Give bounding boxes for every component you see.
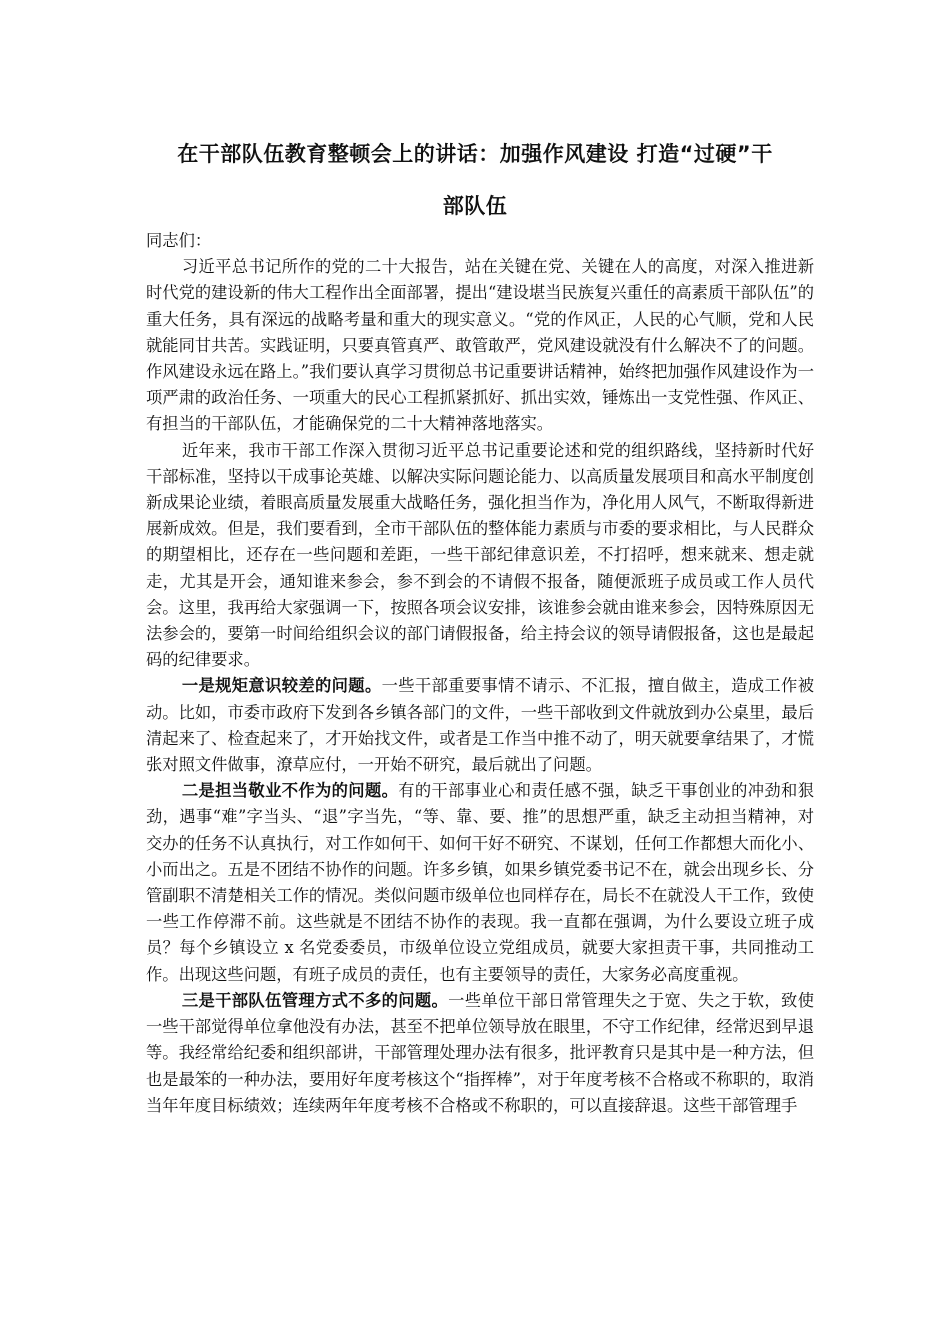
paragraph-5-text: 一些单位干部日常管理失之于宽、失之于软，致使一些干部觉得单位拿他没有办法，甚至不把单位领导放在眼里，不守工作纪律，经常迟到早退等。我经常给纪委和组织部讲，干部管理处理办法有很多，批评教育只是其中是一种方法，但也是最笨的一种办法，要用好年度考核这个“指挥棒”，对于年度考核不合格或不称职的，取消当年年度目标绩效；连续两年年度考核不合格或不称职的，可以直接辞退。这些干部管理手 <box>146 990 814 1115</box>
document-title-line-1: 在干部队伍教育整顿会上的讲话：加强作风建设 打造“过硬”干 <box>177 142 773 166</box>
paragraph-3-text: 一些干部重要事情不请示、不汇报，擅自做主，造成工作被动。比如，市委市政府下发到各乡镇各部门的文件，一些干部收到文件就放到办公桌里，最后清起来了、检查起来了，才开始找文件，或者是工作当中推不动了，明天就要拿结果了，才慌张对照文件做事，潦草应付，一开始不研究，最后就出了问题。 <box>146 676 814 775</box>
paragraph-3-heading: 一是规矩意识较差的问题。 <box>181 676 382 696</box>
paragraph-1-text: 习近平总书记所作的党的二十大报告，站在关键在党、关键在人的高度，对深入推进新时代党的建设新的伟大工程作出全面部署，提出“建设堪当民族复兴重任的高素质干部队伍”的重大任务，具有深远的战略考量和重大的现实意义。“党的作风正，人民的心气顺，党和人民就能同甘共苦。实践证明，只要真管真严、敢管敢严，党风建设就没有什么解决不了的问题。作风建设永远在路上。”我们要认真学习贯彻总书记重要讲话精神，始终把加强作风建设作为一项严肃的政治任务、一项重大的民心工程抓紧抓好、抓出实效，锤炼出一支党性强、作风正、有担当的干部队伍，才能确保党的二十大精神落地落实。 <box>146 257 814 434</box>
paragraph-4 <box>146 778 814 988</box>
paragraph-4-text: 有的干部事业心和责任感不强，缺乏干事创业的冲劲和狠劲，遇事“难”字当头、“退”字当先，“等、靠、要、推”的思想严重，缺乏主动担当精神，对交办的任务不认真执行，对工作如何干、如何干好不研究、不谋划，任何工作都想大而化小、小而出之。五是不团结不协作的问题。许多乡镇，如果乡镇党委书记不在，就会出现乡长、分管副职不清楚相关工作的情况。类似问题市级单位也同样存在，局长不在就没人干工作，致使一些工作停滞不前。这些就是不团结不协作的表现。我一直都在强调，为什么要设立班子成员？每个乡镇设立 x 名党委委员，市级单位设立党组成员，就要大家担责干事，共同推动工作。出现这些问题，有班子成员的责任，也有主要领导的责任，大家务必高度重视。 <box>146 781 814 984</box>
document-body <box>146 228 814 1119</box>
paragraph-4-heading: 二是担当敬业不作为的问题。 <box>181 781 399 801</box>
paragraph-1 <box>146 254 814 437</box>
salutation: 同志们： <box>146 231 212 250</box>
paragraph-3 <box>146 673 814 778</box>
document-title-line-2: 部队伍 <box>442 194 508 218</box>
paragraph-2 <box>146 438 814 674</box>
paragraph-2-text: 近年来，我市干部工作深入贯彻习近平总书记重要论述和党的组织路线，坚持新时代好干部标准，坚持以干成事论英雄、以解决实际问题论能力、以高质量发展项目和高水平制度创新成果论业绩，着眼高质量发展重大战略任务，强化担当作为，净化用人风气，不断取得新进展新成效。但是，我们要看到，全市干部队伍的整体能力素质与市委的要求相比，与人民群众的期望相比，还存在一些问题和差距，一些干部纪律意识差，不打招呼，想来就来、想走就走，尤其是开会，通知谁来参会，参不到会的不请假不报备，随便派班子成员或工作人员代会。这里，我再给大家强调一下，按照各项会议安排，该谁参会就由谁来参会，因特殊原因无法参会的，要第一时间给组织会议的部门请假报备，给主持会议的领导请假报备，这也是最起码的纪律要求。 <box>146 440 814 670</box>
paragraph-5-heading: 三是干部队伍管理方式不多的问题。 <box>181 990 449 1010</box>
paragraph-5 <box>146 988 814 1119</box>
